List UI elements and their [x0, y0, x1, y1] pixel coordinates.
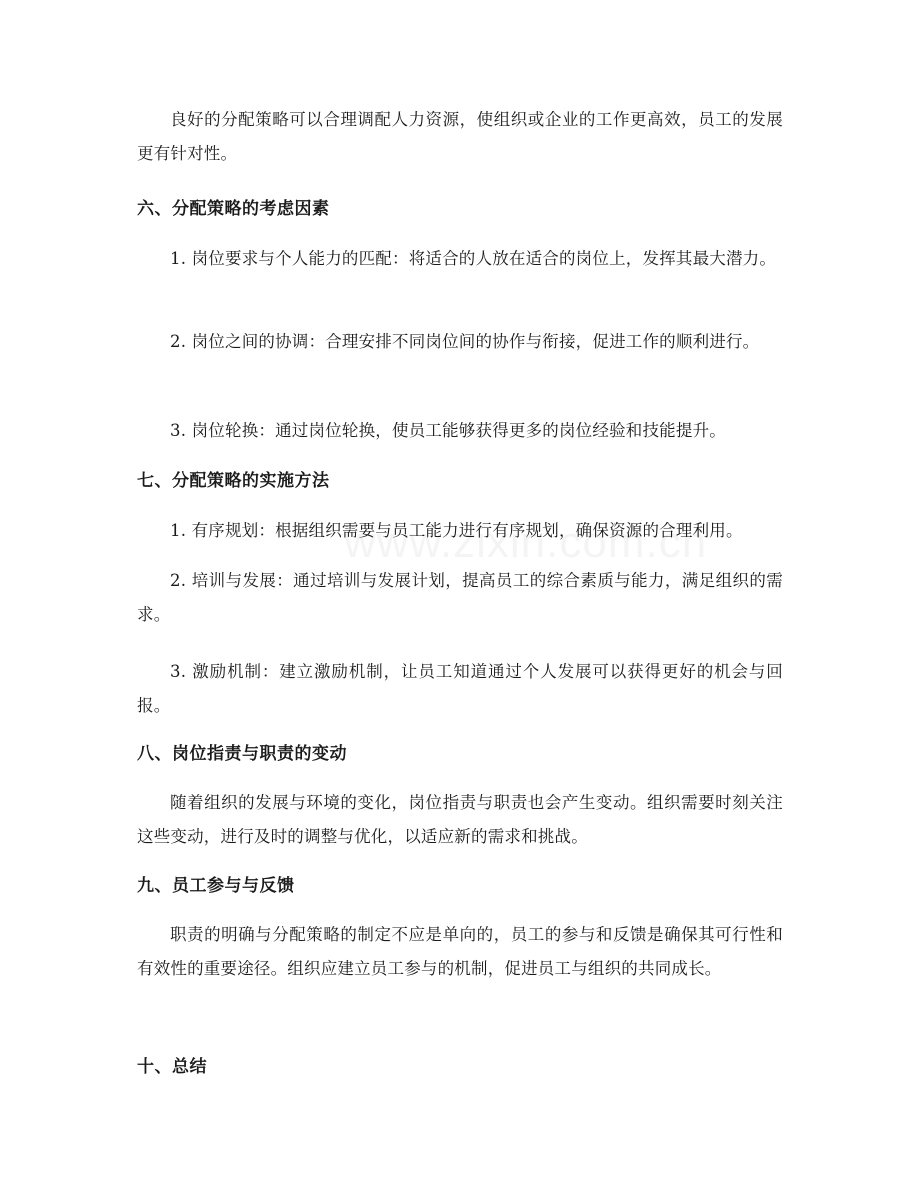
section-heading-9: 九、员工参与与反馈 [137, 876, 295, 896]
paragraph-9: 职责的明确与分配策略的制定不应是单向的，员工的参与和反馈是确保其可行性和有效性的重要途径。组织应建立员工参与的机制，促进员工与组织的共同成长。 [137, 925, 783, 978]
paragraph-6-2: 2. 岗位之间的协调：合理安排不同岗位间的协作与衔接，促进工作的顺利进行。 [170, 332, 760, 351]
section-heading-8: 八、岗位指责与职责的变动 [137, 744, 347, 764]
paragraph-6-1: 1. 岗位要求与个人能力的匹配：将适合的人放在适合的岗位上，发挥其最大潜力。 [170, 249, 777, 268]
section-heading-7: 七、分配策略的实施方法 [137, 471, 330, 491]
paragraph-intro-summary: 良好的分配策略可以合理调配人力资源，使组织或企业的工作更高效，员工的发展更有针对性。 [137, 110, 783, 163]
section-heading-10: 十、总结 [137, 1057, 207, 1077]
paragraph-8: 随着组织的发展与环境的变化，岗位指责与职责也会产生变动。组织需要时刻关注这些变动，进行及时的调整与优化，以适应新的需求和挑战。 [137, 793, 783, 846]
paragraph-7-1: 1. 有序规划：根据组织需要与员工能力进行有序规划，确保资源的合理利用。 [170, 521, 743, 540]
paragraph-6-3: 3. 岗位轮换：通过岗位轮换，使员工能够获得更多的岗位经验和技能提升。 [170, 421, 726, 440]
section-heading-6: 六、分配策略的考虑因素 [137, 199, 330, 219]
paragraph-7-3: 3. 激励机制：建立激励机制，让员工知道通过个人发展可以获得更好的机会与回报。 [137, 662, 783, 715]
paragraph-7-2: 2. 培训与发展：通过培训与发展计划，提高员工的综合素质与能力，满足组织的需求。 [137, 571, 783, 624]
